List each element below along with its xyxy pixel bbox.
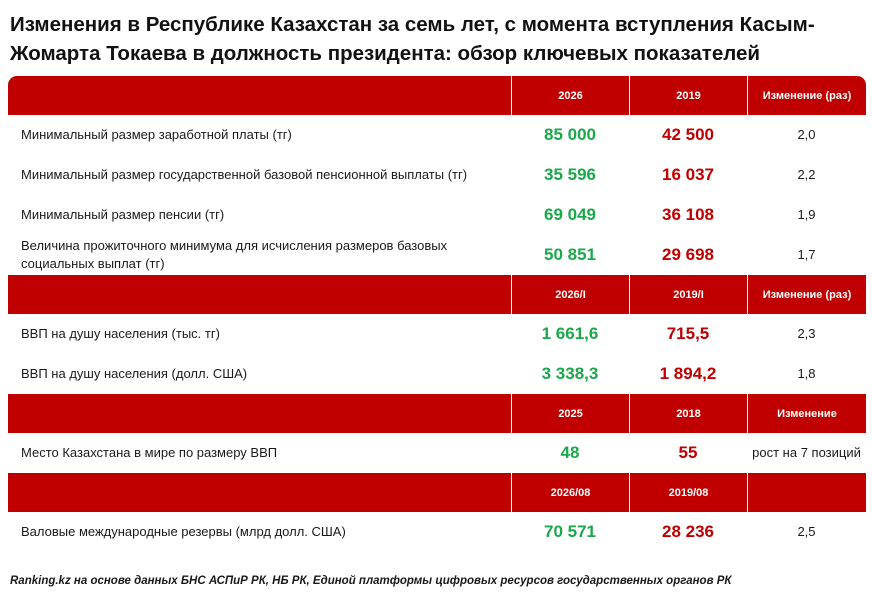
value-new: 3 338,3	[541, 364, 599, 383]
header-label-cell	[8, 76, 511, 115]
table-row	[8, 155, 866, 195]
row-label: Минимальный размер государственной базовой пенсионной выплаты (тг)	[21, 167, 468, 182]
header-col-old: 2019/I	[629, 275, 747, 314]
row-label: ВВП на душу населения (долл. США)	[21, 366, 248, 381]
header-col-change	[747, 473, 866, 512]
value-change: 1,8	[797, 366, 816, 381]
section-header	[8, 275, 866, 314]
header-col-change: Изменение (раз)	[747, 76, 866, 115]
header-col-new: 2025	[511, 394, 629, 433]
value-old: 1 894,2	[659, 364, 717, 383]
header-col-change: Изменение (раз)	[747, 275, 866, 314]
indicators-table	[8, 76, 866, 552]
value-new: 1 661,6	[541, 324, 599, 343]
section-header	[8, 473, 866, 512]
row-label: Место Казахстана в мире по размеру ВВП	[21, 445, 278, 460]
table-row	[8, 512, 866, 552]
value-change: 1,7	[797, 247, 816, 262]
value-new: 50 851	[544, 245, 596, 264]
header-label-cell	[8, 394, 511, 433]
header-col-change: Изменение	[747, 394, 866, 433]
value-old: 28 236	[662, 522, 714, 541]
value-new: 69 049	[544, 205, 596, 224]
row-label: Величина прожиточного минимума для исчисления размеров базовых социальных выплат (тг)	[21, 238, 448, 271]
table-row	[8, 354, 866, 394]
table-row	[8, 314, 866, 354]
value-new: 35 596	[544, 165, 596, 184]
value-new: 48	[560, 443, 580, 462]
header-col-new: 2026	[511, 76, 629, 115]
value-change: 1,9	[797, 207, 816, 222]
table-row	[8, 235, 866, 275]
value-new: 70 571	[544, 522, 596, 541]
value-old: 42 500	[662, 125, 714, 144]
header-col-old: 2018	[629, 394, 747, 433]
row-label: Валовые международные резервы (млрд долл. США)	[21, 524, 346, 539]
section-header	[8, 76, 866, 115]
value-old: 29 698	[662, 245, 714, 264]
table-row	[8, 433, 866, 473]
value-change: рост на 7 позиций	[752, 445, 861, 460]
header-col-new: 2026/08	[511, 473, 629, 512]
value-change: 2,3	[797, 326, 816, 341]
section-header	[8, 394, 866, 433]
page-title: Изменения в Республике Казахстан за семь лет, с момента вступления Касым-Жомарта Токаева в должность президента: обзор ключевых показателей	[10, 13, 815, 65]
row-label: ВВП на душу населения (тыс. тг)	[21, 326, 220, 341]
row-label: Минимальный размер пенсии (тг)	[21, 207, 225, 222]
value-change: 2,2	[797, 167, 816, 182]
row-label: Минимальный размер заработной платы (тг)	[21, 127, 292, 142]
value-old: 16 037	[662, 165, 714, 184]
source-footnote: Ranking.kz на основе данных БНС АСПиР РК, НБ РК, Единой платформы цифровых ресурсов государственных органов РК	[10, 575, 732, 587]
header-label-cell	[8, 275, 511, 314]
value-new: 85 000	[544, 125, 596, 144]
header-col-old: 2019	[629, 76, 747, 115]
value-old: 55	[678, 443, 698, 462]
value-old: 715,5	[666, 324, 710, 343]
table-row	[8, 115, 866, 155]
value-change: 2,5	[797, 524, 816, 539]
header-col-new: 2026/I	[511, 275, 629, 314]
table-row	[8, 195, 866, 235]
header-label-cell	[8, 473, 511, 512]
value-old: 36 108	[662, 205, 714, 224]
value-change: 2,0	[797, 127, 816, 142]
header-col-old: 2019/08	[629, 473, 747, 512]
